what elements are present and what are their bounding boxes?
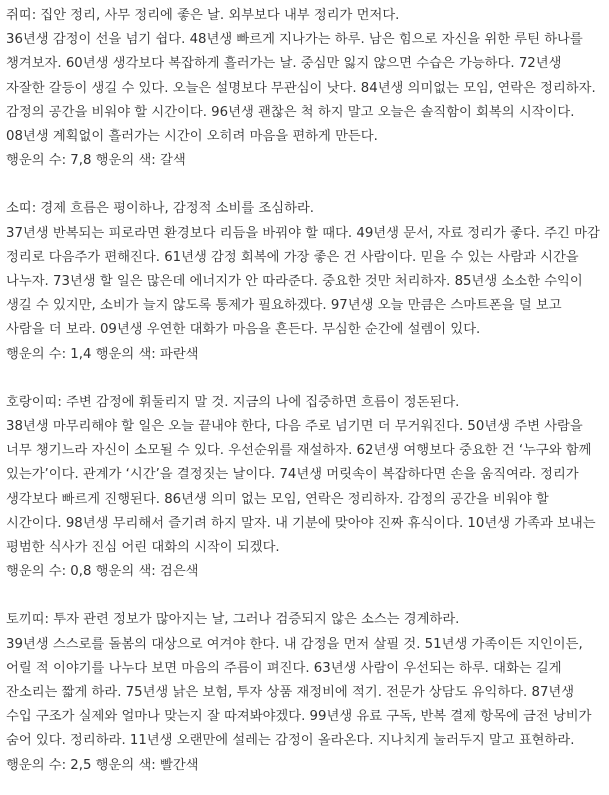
section-body: 36년생 감정이 선을 넘기 쉽다. 48년생 빠르게 지나가는 하루. 남은 힘으로 자신을 위한 루틴 하나를 챙겨보자. 60년생 생각보다 복잡하게 흘러가는 날. 중심만 잃지 않으면 수습은 가능하다. 72년생 자잘한 갈등이 생길 수 있다. 오늘은 설명보다 무관심이 낫다. 84년생 의미없는 모임, 연락은 정리하자. 감정의 공간을 비워야 할 시간이다. 96년생 괜찮은 척 하지 말고 오늘은 솔직함이 회복의 시작이다. 08년생 계획없이 흘러가는 시간이 오히려 마음을 편하게 만든다. — [6, 32, 596, 145]
section-body: 39년생 스스로를 돌봄의 대상으로 여겨야 한다. 내 감정을 먼저 살필 것. 51년생 가족이든 지인이든, 어릴 적 이야기를 나누다 보면 마음의 주름이 펴진다. 63년생 사람이 우선되는 하루. 대화는 길게 잔소리는 짧게 하라. 75년생 낡은 보험, 투자 상품 재정비에 적기. 전문가 상담도 유익하다. 87년생 수입 구조가 실제와 얼마나 맞는지 잘 따져봐야겠다. 99년생 유료 구독, 반복 결제 항목에 금전 낭비가 숨어 있다. 정리하라. 11년생 오랜만에 설레는 감정이 올라온다. 지나치게 눌러두지 말고 표현하라. — [6, 636, 592, 749]
lucky-info: 행운의 수: 7,8 행운의 색: 갈색 — [6, 153, 186, 169]
section-heading: 토끼띠: 투자 관련 정보가 많아지는 날, 그러나 검증되지 않은 소스는 경계하라. — [6, 612, 460, 628]
section-heading: 호랑이띠: 주변 감정에 휘둘리지 말 것. 지금의 나에 집중하면 흐름이 정돈된다. — [6, 394, 460, 410]
section-heading: 쥐띠: 집안 정리, 사무 정리에 좋은 날. 외부보다 내부 정리가 먼저다. — [6, 8, 400, 23]
lucky-info: 행운의 수: 0,8 행운의 색: 검은색 — [6, 564, 199, 580]
zodiac-section-tiger — [6, 391, 603, 585]
section-body: 38년생 마무리해야 할 일은 오늘 끝내야 한다, 다음 주로 넘기면 더 무거워진다. 50년생 주변 사람을 너무 챙기느라 자신이 소모될 수 있다. 우선순위를 재설하자. 62년생 여행보다 중요한 건 ‘누구와 함께 있는가’이다. 관계가 ‘시간’을 결정짓는 날이다. 74년생 머릿속이 복잡하다면 손을 움직여라. 정리가 생각보다 빠르게 진행된다. 86년생 의미 없는 모임, 연락은 정리하자. 감정의 공간을 비워야 할 시간이다. 98년생 무리해서 즐기려 하지 말자. 내 기분에 맞아야 진짜 휴식이다. 10년생 가족과 보내는 평범한 식사가 진심 어린 대화의 시작이 되겠다. — [6, 419, 596, 556]
zodiac-section-rat — [6, 4, 603, 173]
section-heading: 소띠: 경제 흐름은 평이하나, 감정적 소비를 조심하라. — [6, 201, 315, 217]
zodiac-section-rabbit — [6, 608, 603, 777]
section-body: 37년생 반복되는 피로라면 환경보다 리듬을 바꿔야 할 때다. 49년생 문서, 자료 정리가 좋다. 주긴 마감 정리로 다음주가 편해진다. 61년생 감정 회복에 가장 좋은 건 사람이다. 믿을 수 있는 사람과 시간을 나누자. 73년생 할 일은 많은데 에너지가 안 따라준다. 중요한 것만 처리하자. 85년생 소소한 수익이 생길 수 있지만, 소비가 늘지 않도록 통제가 필요하겠다. 97년생 오늘 만큼은 스마트폰을 덜 보고 사람을 더 보라. 09년생 우연한 대화가 마음을 흔든다. 무심한 순간에 설렘이 있다. — [6, 225, 600, 338]
lucky-info: 행운의 수: 2,5 행운의 색: 빨간색 — [6, 757, 199, 773]
zodiac-section-ox — [6, 197, 603, 366]
lucky-info: 행운의 수: 1,4 행운의 색: 파란색 — [6, 346, 199, 362]
